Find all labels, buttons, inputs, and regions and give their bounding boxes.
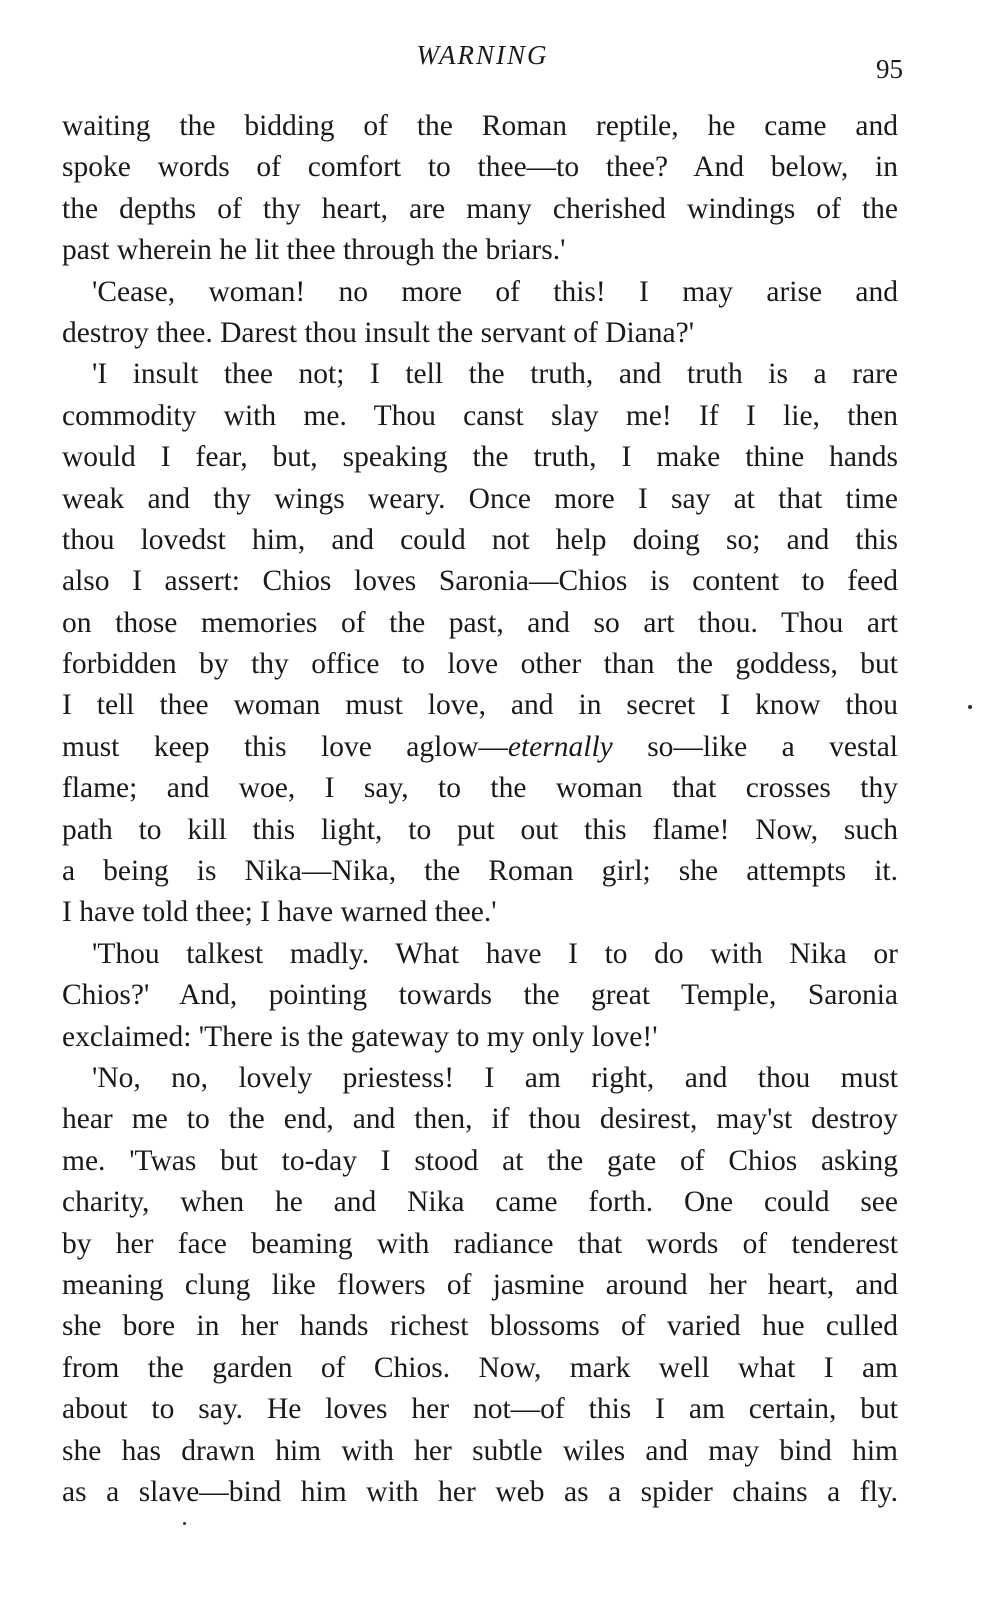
emphasis-word: eternally (507, 730, 613, 763)
text-line: as a slave—bind him with her web as a spider chains a fly. (62, 1475, 898, 1508)
paragraph-start-line: 'I insult thee not; I tell the truth, and truth is a rare (92, 358, 898, 391)
paragraph-start-line: 'Thou talkest madly. What have I to do with Nika or (92, 937, 898, 970)
text-line: she bore in her hands richest blossoms of varied hue culled (62, 1310, 898, 1343)
text-line: weak and thy wings weary. Once more I say at that time (62, 482, 898, 515)
text-line: on those memories of the past, and so art thou. Thou art (62, 606, 898, 639)
text-line: the depths of thy heart, are many cherished windings of the (62, 192, 898, 225)
text-line: flame; and woe, I say, to the woman that crosses thy (62, 772, 898, 805)
text-line: also I assert: Chios loves Saronia—Chios is content to feed (62, 565, 898, 598)
text-line: about to say. He loves her not—of this I am certain, but (62, 1393, 898, 1426)
paragraph-start-line: 'Cease, woman! no more of this! I may arise and (92, 275, 898, 308)
text-line: spoke words of comfort to thee—to thee? And below, in (62, 151, 898, 184)
text-line: a being is Nika—Nika, the Roman girl; she attempts it. (62, 855, 898, 888)
text-line: I have told thee; I have warned thee.' (62, 896, 497, 929)
text-line: path to kill this light, to put out this flame! Now, such (62, 813, 898, 846)
text-line: I tell thee woman must love, and in secret I know thou (62, 689, 898, 722)
text-line: me. 'Twas but to-day I stood at the gate of Chios asking (62, 1144, 898, 1177)
text-line: waiting the bidding of the Roman reptile, he came and (62, 110, 898, 142)
running-head (0, 40, 1003, 84)
text-line: from the garden of Chios. Now, mark well what I am (62, 1351, 898, 1384)
running-title: WARNING (416, 40, 549, 70)
text-line-with-emphasis (62, 727, 898, 768)
text-line: commodity with me. Thou canst slay me! If I lie, then (62, 399, 898, 432)
paragraph-start-line: 'No, no, lovely priestess! I am right, and thou must (92, 1061, 898, 1094)
text-line: by her face beaming with radiance that words of tenderest (62, 1227, 898, 1260)
line-head: must keep this love aglow— (62, 730, 508, 763)
print-speck (968, 705, 972, 709)
text-body (62, 106, 898, 1513)
text-line: thou lovedst him, and could not help doing so; and this (62, 523, 898, 556)
text-line: exclaimed: 'There is the gateway to my only love!' (62, 1020, 658, 1053)
text-line: forbidden by thy office to love other than the goddess, but (62, 648, 898, 681)
text-line: past wherein he lit thee through the briars.' (62, 234, 566, 267)
text-line: meaning clung like flowers of jasmine around her heart, and (62, 1268, 898, 1301)
text-line: hear me to the end, and then, if thou desirest, may'st destroy (62, 1103, 898, 1136)
text-line: destroy thee. Darest thou insult the servant of Diana?' (62, 316, 695, 349)
line-tail: so—like a vestal (612, 730, 898, 763)
print-speck (183, 1522, 186, 1525)
text-line: Chios?' And, pointing towards the great Temple, Saronia (62, 979, 898, 1012)
text-line: charity, when he and Nika came forth. One could see (62, 1186, 898, 1219)
page-number: 95 (876, 54, 903, 84)
text-line: would I fear, but, speaking the truth, I make thine hands (62, 441, 898, 474)
text-line: she has drawn him with her subtle wiles and may bind him (62, 1434, 898, 1467)
